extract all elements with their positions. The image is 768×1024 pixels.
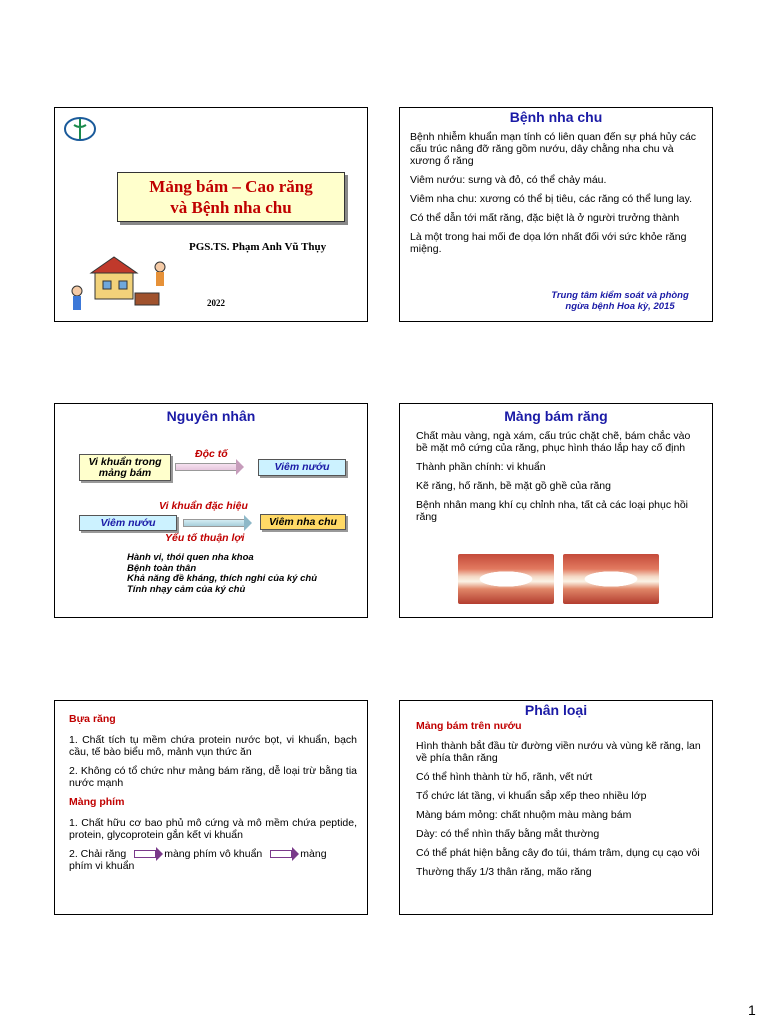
arrow-label: Độc tố <box>195 448 228 460</box>
slide-materia-alba <box>54 700 368 915</box>
source-citation <box>530 290 710 312</box>
section-heading: Màng phím <box>69 796 125 808</box>
paragraph-with-arrows <box>69 848 357 872</box>
slide-body <box>416 430 704 530</box>
text: 2. Chải răng <box>69 848 127 860</box>
arrow-label: Vi khuẩn đặc hiệu <box>159 500 248 512</box>
page-number: 1 <box>748 1002 756 1018</box>
title-line1: Mảng bám – Cao răng <box>149 177 313 196</box>
slide-causes <box>54 403 368 618</box>
paragraph: Màng bám mỏng: chất nhuộm màu màng bám <box>416 809 632 821</box>
factors-list <box>127 553 317 595</box>
paragraph: Tổ chức lát tầng, vi khuẩn sắp xếp theo nhiều lớp <box>416 790 647 802</box>
slide-heading: Phân loại <box>524 702 588 718</box>
text: màng <box>300 848 327 860</box>
paragraph: Có thể phát hiện bằng cây đo túi, thám trâm, dụng cụ cạo vôi <box>416 847 700 859</box>
factor-item: Tính nhạy cảm của ký chủ <box>127 583 246 595</box>
university-logo-icon <box>63 116 97 142</box>
paragraph: Thường thấy 1/3 thân răng, mão răng <box>416 866 592 878</box>
house-cartoon-icon <box>65 253 175 313</box>
section-heading: Mảng bám trên nướu <box>416 720 522 732</box>
paragraph: Viêm nướu: sưng và đỏ, có thể chảy máu. <box>410 174 607 186</box>
arrow-icon <box>175 463 237 471</box>
text: phím vi khuẩn <box>69 860 135 872</box>
periodontitis-box: Viêm nha chu <box>260 514 346 530</box>
factor-item: Khả năng đề kháng, thích nghi của ký chủ <box>127 573 318 584</box>
paragraph: Là một trong hai mối đe dọa lớn nhất đối với sức khỏe răng miệng. <box>410 231 687 255</box>
gingivitis-box: Viêm nướu <box>258 459 346 476</box>
paragraph: Bệnh nhiễm khuẩn mạn tính có liên quan đến sự phá hủy các cấu trúc nâng đỡ răng gồm nướu, dây chằng nha chu và xương ổ răng <box>410 131 697 167</box>
paragraph: 2. Không có tổ chức như mảng bám răng, dễ loại trừ bằng tia nước mạnh <box>69 765 357 789</box>
paragraph: 1. Chất tích tụ mềm chứa protein nước bọt, vi khuẩn, bạch cầu, tế bào biểu mô, mảnh vụn thức ăn <box>69 734 357 758</box>
arrow-icon <box>134 850 156 858</box>
teeth-photo <box>458 554 554 604</box>
teeth-photo <box>563 554 659 604</box>
paragraph: Hình thành bắt đầu từ đường viền nướu và vùng kẽ răng, lan về phía thân răng <box>416 740 701 764</box>
arrow-icon <box>183 519 245 527</box>
arrow-icon <box>270 850 292 858</box>
paragraph: Dày: có thể nhìn thấy bằng mắt thường <box>416 828 600 840</box>
source-line: Trung tâm kiểm soát và phòng <box>551 290 689 301</box>
slide-heading: Màng bám răng <box>504 408 608 424</box>
slide-body <box>416 720 704 885</box>
gingivitis-box-2: Viêm nướu <box>79 515 177 531</box>
paragraph: Bệnh nhân mang khí cụ chỉnh nha, tất cả các loại phục hồi răng <box>416 499 689 523</box>
slide-heading: Bệnh nha chu <box>509 109 603 125</box>
author: PGS.TS. Phạm Anh Vũ Thụy <box>189 241 327 253</box>
title-line2: và Bệnh nha chu <box>170 198 292 217</box>
slide-body <box>69 713 357 879</box>
paragraph: Thành phần chính: vi khuẩn <box>416 461 546 473</box>
slide-plaque <box>399 403 713 618</box>
text: màng phím vô khuẩn <box>164 848 263 860</box>
paragraph: Kẽ răng, hố rãnh, bề mặt gồ ghề của răng <box>416 480 611 492</box>
title-box <box>117 172 345 222</box>
slide-classification <box>399 700 713 915</box>
arrow-sublabel: Yếu tố thuận lợi <box>165 532 245 544</box>
bacteria-box: Vi khuẩn trong mảng bám <box>79 454 171 481</box>
paragraph: Chất màu vàng, ngà xám, cấu trúc chặt chẽ, bám chắc vào bề mặt mô cứng của răng, phục hình tháo lắp hay cố định <box>416 430 691 454</box>
paragraph: Viêm nha chu: xương có thể bị tiêu, các răng có thể lung lay. <box>410 193 693 205</box>
factor-item: Hành vi, thói quen nha khoa <box>127 552 254 563</box>
slide-body <box>410 131 704 262</box>
source-line: ngừa bệnh Hoa kỳ, 2015 <box>565 301 675 312</box>
slide-title <box>54 107 368 322</box>
section-heading: Bựa răng <box>69 713 116 725</box>
paragraph: Có thể hình thành từ hố, rãnh, vết nứt <box>416 771 593 783</box>
year: 2022 <box>207 298 225 308</box>
paragraph: Có thể dẫn tới mất răng, đặc biệt là ở người trưởng thành <box>410 212 680 224</box>
slide-periodontal-disease <box>399 107 713 322</box>
slide-heading: Nguyên nhân <box>166 408 256 424</box>
paragraph: 1. Chất hữu cơ bao phủ mô cứng và mô mềm chứa peptide, protein, glycoprotein gắn kết vi khuẩn <box>69 817 357 841</box>
factor-item: Bệnh toàn thân <box>127 562 197 574</box>
